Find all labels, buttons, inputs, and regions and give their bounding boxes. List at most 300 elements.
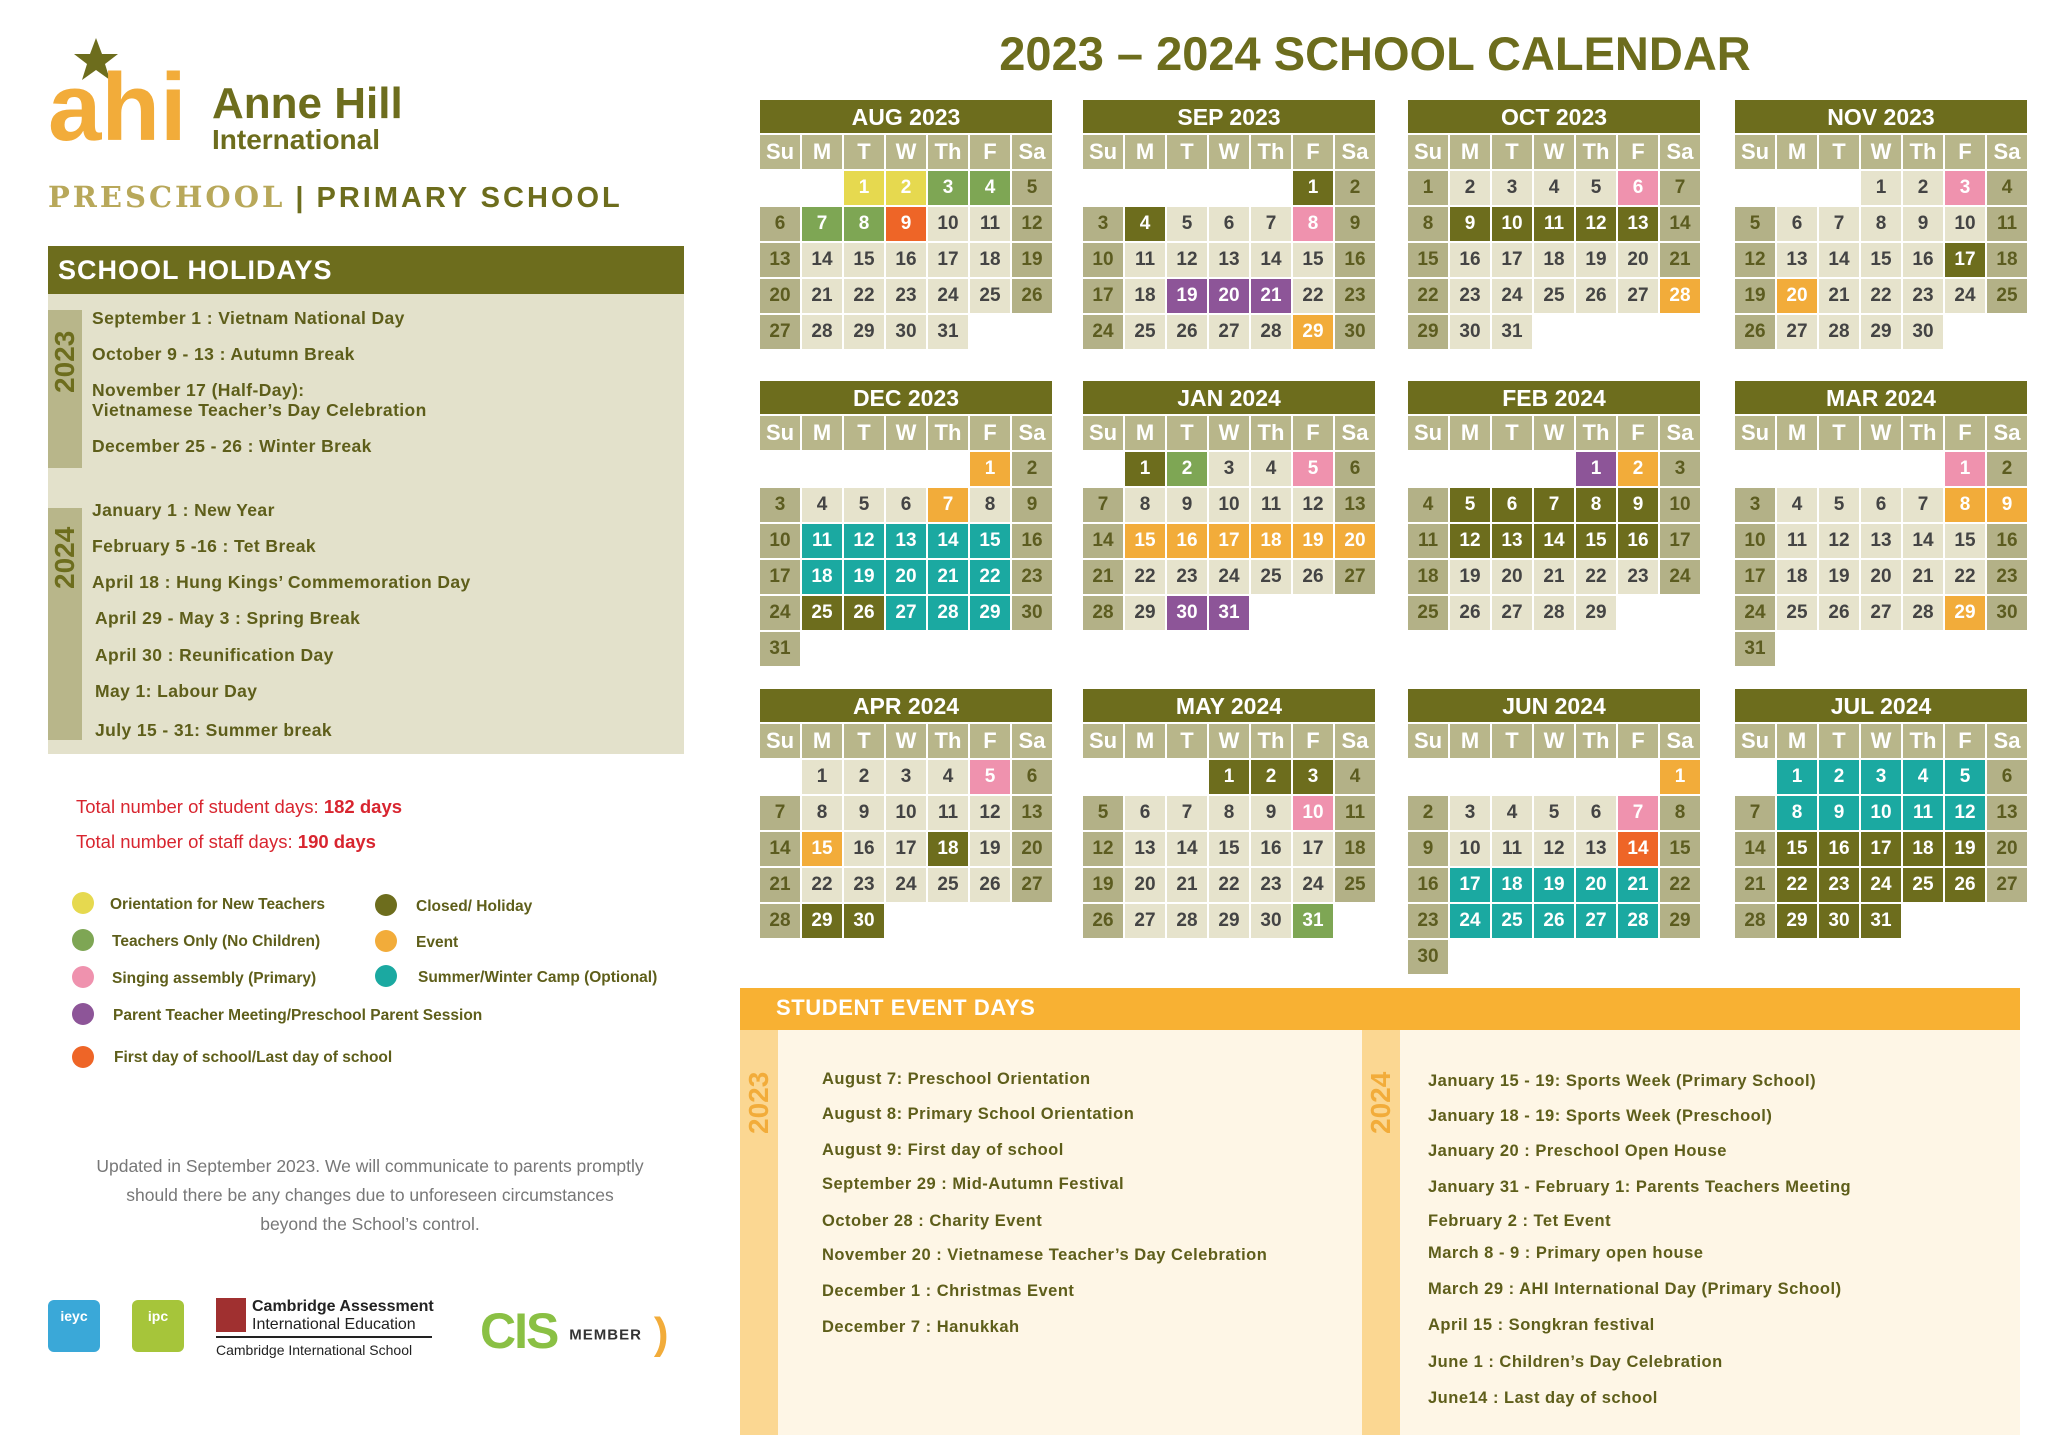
day-cell: 11 bbox=[1251, 488, 1291, 522]
day-cell: 6 bbox=[1209, 207, 1249, 241]
event-item: June14 : Last day of school bbox=[1428, 1389, 1658, 1407]
day-cell: 21 bbox=[802, 279, 842, 313]
event-item: January 20 : Preschool Open House bbox=[1428, 1142, 1727, 1160]
legend-dot-teachers-only bbox=[72, 929, 94, 951]
holiday-item: April 30 : Reunification Day bbox=[95, 645, 334, 665]
day-cell: 15 bbox=[844, 243, 884, 277]
school-holidays-panel bbox=[48, 294, 684, 754]
day-cell: 18 bbox=[1777, 560, 1817, 594]
day-cell: 26 bbox=[1735, 315, 1775, 349]
month-header: DEC 2023 bbox=[760, 381, 1052, 414]
day-cell: 5 bbox=[1450, 488, 1490, 522]
empty-cell bbox=[1408, 760, 1448, 794]
holiday-item: September 1 : Vietnam National Day bbox=[92, 308, 405, 328]
cis-member-text: MEMBER bbox=[569, 1326, 642, 1344]
day-cell: 28 bbox=[1083, 596, 1123, 630]
day-cell: 27 bbox=[1492, 596, 1532, 630]
empty-cell bbox=[844, 452, 884, 486]
day-cell: 2 bbox=[886, 171, 926, 205]
day-cell: 19 bbox=[1945, 832, 1985, 866]
day-cell: 1 bbox=[1408, 171, 1448, 205]
legend-dot-event bbox=[375, 930, 397, 952]
day-cell: 20 bbox=[1492, 560, 1532, 594]
day-cell: 14 bbox=[1167, 832, 1207, 866]
day-cell: 25 bbox=[1408, 596, 1448, 630]
day-cell: 27 bbox=[1576, 904, 1616, 938]
month-days bbox=[760, 724, 1052, 938]
month-days bbox=[1735, 135, 2027, 349]
event-item: February 2 : Tet Event bbox=[1428, 1212, 1612, 1230]
school-line bbox=[48, 180, 623, 215]
day-cell: 8 bbox=[1293, 207, 1333, 241]
weekday-header: Su bbox=[1408, 724, 1448, 758]
ipc-logo: ipc bbox=[132, 1300, 184, 1352]
weekday-header: M bbox=[1777, 416, 1817, 450]
event-item: November 20 : Vietnamese Teacher’s Day Celebration bbox=[822, 1246, 1268, 1264]
day-cell: 25 bbox=[1335, 868, 1375, 902]
holiday-item: December 25 - 26 : Winter Break bbox=[92, 436, 372, 456]
month-header: AUG 2023 bbox=[760, 100, 1052, 133]
day-cell: 4 bbox=[1335, 760, 1375, 794]
weekday-header: T bbox=[1167, 135, 1207, 169]
month-days bbox=[1408, 416, 1700, 630]
month-jan-2024 bbox=[1083, 381, 1375, 630]
empty-cell bbox=[760, 171, 800, 205]
day-cell: 4 bbox=[1492, 796, 1532, 830]
day-cell: 5 bbox=[1167, 207, 1207, 241]
day-cell: 29 bbox=[802, 904, 842, 938]
weekday-header: Su bbox=[1083, 724, 1123, 758]
weekday-header: F bbox=[1618, 135, 1658, 169]
brand-subtitle: International bbox=[212, 124, 381, 155]
weekday-header: Th bbox=[1903, 416, 1943, 450]
day-cell: 24 bbox=[928, 279, 968, 313]
day-cell: 23 bbox=[1335, 279, 1375, 313]
day-cell: 21 bbox=[1083, 560, 1123, 594]
empty-cell bbox=[1167, 171, 1207, 205]
day-cell: 27 bbox=[1987, 868, 2027, 902]
day-cell: 7 bbox=[1660, 171, 1700, 205]
day-cell: 18 bbox=[1408, 560, 1448, 594]
day-cell: 18 bbox=[928, 832, 968, 866]
day-cell: 15 bbox=[1777, 832, 1817, 866]
month-header: SEP 2023 bbox=[1083, 100, 1375, 133]
weekday-header: T bbox=[1819, 416, 1859, 450]
day-cell: 4 bbox=[1534, 171, 1574, 205]
day-cell: 3 bbox=[1083, 207, 1123, 241]
day-cell: 29 bbox=[1293, 315, 1333, 349]
cambridge-shield-icon bbox=[216, 1298, 246, 1332]
empty-cell bbox=[1534, 452, 1574, 486]
event-item: April 15 : Songkran festival bbox=[1428, 1316, 1655, 1334]
empty-cell bbox=[1209, 171, 1249, 205]
day-cell: 7 bbox=[1735, 796, 1775, 830]
day-cell: 11 bbox=[802, 524, 842, 558]
day-cell: 6 bbox=[886, 488, 926, 522]
event-item: December 7 : Hanukkah bbox=[822, 1318, 1020, 1336]
day-cell: 30 bbox=[1450, 315, 1490, 349]
empty-cell bbox=[1408, 452, 1448, 486]
month-days bbox=[1735, 416, 2027, 666]
month-header: OCT 2023 bbox=[1408, 100, 1700, 133]
day-cell: 16 bbox=[1335, 243, 1375, 277]
day-cell: 18 bbox=[802, 560, 842, 594]
day-cell: 22 bbox=[1209, 868, 1249, 902]
day-cell: 29 bbox=[1408, 315, 1448, 349]
cambridge-line-1: Cambridge Assessment bbox=[252, 1298, 434, 1315]
day-cell: 2 bbox=[844, 760, 884, 794]
day-cell: 9 bbox=[1335, 207, 1375, 241]
weekday-header: M bbox=[802, 724, 842, 758]
day-cell: 28 bbox=[1618, 904, 1658, 938]
year-label-2023: 2023 bbox=[49, 330, 80, 393]
day-cell: 25 bbox=[1125, 315, 1165, 349]
day-cell: 13 bbox=[1576, 832, 1616, 866]
empty-cell bbox=[1167, 760, 1207, 794]
day-cell: 3 bbox=[1450, 796, 1490, 830]
day-cell: 10 bbox=[1945, 207, 1985, 241]
day-cell: 25 bbox=[1987, 279, 2027, 313]
day-cell: 15 bbox=[1125, 524, 1165, 558]
empty-cell bbox=[928, 452, 968, 486]
empty-cell bbox=[1125, 171, 1165, 205]
day-cell: 29 bbox=[844, 315, 884, 349]
day-cell: 19 bbox=[1083, 868, 1123, 902]
day-cell: 25 bbox=[1492, 904, 1532, 938]
day-cell: 6 bbox=[1576, 796, 1616, 830]
event-item: June 1 : Children’s Day Celebration bbox=[1428, 1353, 1723, 1371]
day-cell: 2 bbox=[1251, 760, 1291, 794]
empty-cell bbox=[1492, 452, 1532, 486]
day-cell: 17 bbox=[1083, 279, 1123, 313]
holiday-item: April 18 : Hung Kings’ Commemoration Day bbox=[92, 572, 471, 592]
day-cell: 23 bbox=[1819, 868, 1859, 902]
weekday-header: Sa bbox=[1987, 724, 2027, 758]
day-cell: 24 bbox=[1450, 904, 1490, 938]
preschool-label: PRESCHOOL bbox=[48, 180, 286, 214]
day-cell: 16 bbox=[1012, 524, 1052, 558]
day-cell: 15 bbox=[1293, 243, 1333, 277]
day-cell: 12 bbox=[1534, 832, 1574, 866]
day-cell: 10 bbox=[1450, 832, 1490, 866]
event-item: September 29 : Mid-Autumn Festival bbox=[822, 1175, 1125, 1193]
day-cell: 23 bbox=[1408, 904, 1448, 938]
day-cell: 20 bbox=[1777, 279, 1817, 313]
update-note bbox=[60, 1152, 680, 1239]
day-cell: 5 bbox=[1534, 796, 1574, 830]
day-cell: 3 bbox=[1861, 760, 1901, 794]
day-cell: 29 bbox=[1209, 904, 1249, 938]
legend-label: Closed/ Holiday bbox=[416, 898, 533, 915]
day-cell: 25 bbox=[1534, 279, 1574, 313]
day-cell: 23 bbox=[1618, 560, 1658, 594]
day-cell: 13 bbox=[1618, 207, 1658, 241]
weekday-header: Sa bbox=[1012, 416, 1052, 450]
day-cell: 1 bbox=[1861, 171, 1901, 205]
day-cell: 5 bbox=[1945, 760, 1985, 794]
year-label-2024: 2024 bbox=[49, 526, 80, 589]
day-cell: 22 bbox=[1660, 868, 1700, 902]
day-cell: 9 bbox=[1903, 207, 1943, 241]
day-cell: 9 bbox=[1450, 207, 1490, 241]
weekday-header: Th bbox=[1576, 724, 1616, 758]
day-cell: 7 bbox=[1083, 488, 1123, 522]
month-header: FEB 2024 bbox=[1408, 381, 1700, 414]
day-cell: 30 bbox=[1987, 596, 2027, 630]
weekday-header: M bbox=[1777, 135, 1817, 169]
event-item: August 9: First day of school bbox=[822, 1141, 1064, 1159]
weekday-header: T bbox=[844, 135, 884, 169]
weekday-header: Th bbox=[928, 135, 968, 169]
weekday-header: T bbox=[844, 724, 884, 758]
day-cell: 12 bbox=[1012, 207, 1052, 241]
day-cell: 29 bbox=[1576, 596, 1616, 630]
day-cell: 4 bbox=[928, 760, 968, 794]
day-cell: 4 bbox=[1408, 488, 1448, 522]
day-cell: 7 bbox=[760, 796, 800, 830]
day-cell: 13 bbox=[886, 524, 926, 558]
day-cell: 7 bbox=[928, 488, 968, 522]
day-cell: 10 bbox=[1293, 796, 1333, 830]
day-cell: 30 bbox=[1012, 596, 1052, 630]
day-cell: 30 bbox=[886, 315, 926, 349]
day-cell: 31 bbox=[1293, 904, 1333, 938]
day-cell: 21 bbox=[1735, 868, 1775, 902]
event-item: January 18 - 19: Sports Week (Preschool) bbox=[1428, 1107, 1773, 1125]
month-header: JUL 2024 bbox=[1735, 689, 2027, 722]
day-cell: 15 bbox=[1408, 243, 1448, 277]
day-cell: 11 bbox=[1903, 796, 1943, 830]
day-cell: 25 bbox=[970, 279, 1010, 313]
day-cell: 21 bbox=[760, 868, 800, 902]
day-cell: 7 bbox=[1618, 796, 1658, 830]
day-cell: 18 bbox=[970, 243, 1010, 277]
month-apr-2024 bbox=[760, 689, 1052, 938]
day-cell: 27 bbox=[1125, 904, 1165, 938]
day-cell: 13 bbox=[1125, 832, 1165, 866]
day-cell: 20 bbox=[760, 279, 800, 313]
day-cell: 11 bbox=[1987, 207, 2027, 241]
day-cell: 7 bbox=[1903, 488, 1943, 522]
day-cell: 27 bbox=[1209, 315, 1249, 349]
day-cell: 21 bbox=[1819, 279, 1859, 313]
day-cell: 2 bbox=[1335, 171, 1375, 205]
day-cell: 28 bbox=[760, 904, 800, 938]
day-cell: 2 bbox=[1450, 171, 1490, 205]
weekday-header: M bbox=[1450, 724, 1490, 758]
empty-cell bbox=[1819, 171, 1859, 205]
day-cell: 28 bbox=[802, 315, 842, 349]
day-cell: 12 bbox=[1576, 207, 1616, 241]
day-cell: 3 bbox=[1209, 452, 1249, 486]
day-cell: 13 bbox=[1012, 796, 1052, 830]
empty-cell bbox=[1861, 452, 1901, 486]
weekday-header: Th bbox=[1903, 724, 1943, 758]
day-cell: 9 bbox=[1012, 488, 1052, 522]
day-cell: 17 bbox=[760, 560, 800, 594]
day-cell: 29 bbox=[1125, 596, 1165, 630]
legend-dot-closed bbox=[375, 894, 397, 916]
empty-cell bbox=[1450, 452, 1490, 486]
weekday-header: F bbox=[970, 724, 1010, 758]
student-event-days-panel bbox=[740, 1030, 2020, 1435]
day-cell: 6 bbox=[1618, 171, 1658, 205]
day-cell: 24 bbox=[1083, 315, 1123, 349]
day-cell: 27 bbox=[1335, 560, 1375, 594]
day-cell: 31 bbox=[1492, 315, 1532, 349]
day-cell: 10 bbox=[1209, 488, 1249, 522]
day-cell: 5 bbox=[1576, 171, 1616, 205]
day-cell: 31 bbox=[1209, 596, 1249, 630]
month-days bbox=[1408, 724, 1700, 974]
cambridge-divider bbox=[216, 1336, 432, 1338]
day-cell: 17 bbox=[1492, 243, 1532, 277]
weekday-header: Sa bbox=[1660, 416, 1700, 450]
weekday-header: F bbox=[1618, 724, 1658, 758]
day-cell: 20 bbox=[1335, 524, 1375, 558]
empty-cell bbox=[1083, 760, 1123, 794]
weekday-header: W bbox=[1209, 135, 1249, 169]
day-cell: 29 bbox=[1777, 904, 1817, 938]
month-jun-2024 bbox=[1408, 689, 1700, 974]
day-cell: 16 bbox=[1408, 868, 1448, 902]
day-cell: 2 bbox=[1012, 452, 1052, 486]
day-cell: 6 bbox=[1012, 760, 1052, 794]
empty-cell bbox=[1576, 760, 1616, 794]
day-cell: 26 bbox=[1450, 596, 1490, 630]
day-cell: 13 bbox=[1335, 488, 1375, 522]
month-days bbox=[1408, 135, 1700, 349]
month-days bbox=[1735, 724, 2027, 938]
weekday-header: M bbox=[1125, 724, 1165, 758]
weekday-header: Su bbox=[1735, 135, 1775, 169]
weekday-header: W bbox=[886, 135, 926, 169]
day-cell: 12 bbox=[1083, 832, 1123, 866]
weekday-header: Th bbox=[1251, 416, 1291, 450]
day-cell: 31 bbox=[1861, 904, 1901, 938]
weekday-header: Su bbox=[1083, 135, 1123, 169]
empty-cell bbox=[1777, 171, 1817, 205]
weekday-header: Th bbox=[928, 416, 968, 450]
day-cell: 12 bbox=[1735, 243, 1775, 277]
day-cell: 9 bbox=[1618, 488, 1658, 522]
day-cell: 6 bbox=[1125, 796, 1165, 830]
legend-label: Singing assembly (Primary) bbox=[112, 970, 317, 987]
day-cell: 10 bbox=[1660, 488, 1700, 522]
day-cell: 8 bbox=[1408, 207, 1448, 241]
month-jul-2024 bbox=[1735, 689, 2027, 938]
day-cell: 29 bbox=[1660, 904, 1700, 938]
cambridge-line-3: Cambridge International School bbox=[216, 1342, 413, 1358]
day-cell: 8 bbox=[1945, 488, 1985, 522]
weekday-header: F bbox=[1945, 135, 1985, 169]
day-cell: 3 bbox=[928, 171, 968, 205]
day-cell: 6 bbox=[1492, 488, 1532, 522]
brand-name: Anne Hill bbox=[212, 79, 403, 128]
day-cell: 18 bbox=[1335, 832, 1375, 866]
day-cell: 26 bbox=[1819, 596, 1859, 630]
day-cell: 22 bbox=[1408, 279, 1448, 313]
day-cell: 21 bbox=[1534, 560, 1574, 594]
holiday-item: Vietnamese Teacher’s Day Celebration bbox=[92, 400, 427, 420]
weekday-header: M bbox=[802, 135, 842, 169]
holiday-item: July 15 - 31: Summer break bbox=[95, 720, 333, 740]
day-cell: 24 bbox=[1861, 868, 1901, 902]
month-dec-2023 bbox=[760, 381, 1052, 666]
cambridge-line-2: International Education bbox=[252, 1316, 416, 1333]
day-cell: 6 bbox=[1777, 207, 1817, 241]
day-cell: 19 bbox=[1450, 560, 1490, 594]
day-cell: 10 bbox=[886, 796, 926, 830]
day-cell: 13 bbox=[1987, 796, 2027, 830]
empty-cell bbox=[802, 452, 842, 486]
day-cell: 16 bbox=[1987, 524, 2027, 558]
day-cell: 8 bbox=[1576, 488, 1616, 522]
day-cell: 23 bbox=[1450, 279, 1490, 313]
day-cell: 30 bbox=[1251, 904, 1291, 938]
weekday-header: Th bbox=[928, 724, 968, 758]
day-cell: 20 bbox=[886, 560, 926, 594]
day-cell: 29 bbox=[1861, 315, 1901, 349]
weekday-header: Sa bbox=[1660, 135, 1700, 169]
day-cell: 28 bbox=[1903, 596, 1943, 630]
day-cell: 20 bbox=[1125, 868, 1165, 902]
weekday-header: W bbox=[1534, 135, 1574, 169]
day-cell: 18 bbox=[1125, 279, 1165, 313]
legend-label: Parent Teacher Meeting/Preschool Parent Session bbox=[113, 1007, 483, 1024]
legend-dot-parent-meeting bbox=[72, 1003, 94, 1025]
day-cell: 25 bbox=[1777, 596, 1817, 630]
weekday-header: T bbox=[844, 416, 884, 450]
day-cell: 3 bbox=[1293, 760, 1333, 794]
day-cell: 8 bbox=[844, 207, 884, 241]
day-cell: 21 bbox=[1251, 279, 1291, 313]
month-aug-2023 bbox=[760, 100, 1052, 349]
day-cell: 28 bbox=[1534, 596, 1574, 630]
day-cell: 2 bbox=[1618, 452, 1658, 486]
day-cell: 30 bbox=[1903, 315, 1943, 349]
weekday-header: M bbox=[1777, 724, 1817, 758]
holiday-item: April 29 - May 3 : Spring Break bbox=[95, 608, 361, 628]
weekday-header: M bbox=[802, 416, 842, 450]
day-cell: 8 bbox=[970, 488, 1010, 522]
day-cell: 17 bbox=[886, 832, 926, 866]
weekday-header: M bbox=[1450, 416, 1490, 450]
day-cell: 3 bbox=[1945, 171, 1985, 205]
empty-cell bbox=[1735, 760, 1775, 794]
month-header: APR 2024 bbox=[760, 689, 1052, 722]
student-days-value: 182 days bbox=[323, 796, 403, 817]
empty-cell bbox=[1083, 171, 1123, 205]
month-mar-2024 bbox=[1735, 381, 2027, 666]
day-cell: 5 bbox=[1293, 452, 1333, 486]
day-cell: 4 bbox=[802, 488, 842, 522]
day-cell: 7 bbox=[1534, 488, 1574, 522]
day-cell: 21 bbox=[1167, 868, 1207, 902]
day-cell: 20 bbox=[1618, 243, 1658, 277]
day-cell: 14 bbox=[1083, 524, 1123, 558]
weekday-header: M bbox=[1125, 416, 1165, 450]
day-cell: 24 bbox=[886, 868, 926, 902]
weekday-header: W bbox=[1861, 135, 1901, 169]
empty-cell bbox=[1735, 171, 1775, 205]
weekday-header: T bbox=[1167, 416, 1207, 450]
day-cell: 6 bbox=[1987, 760, 2027, 794]
day-cell: 13 bbox=[1861, 524, 1901, 558]
day-cell: 17 bbox=[1945, 243, 1985, 277]
day-cell: 1 bbox=[1576, 452, 1616, 486]
weekday-header: F bbox=[970, 416, 1010, 450]
